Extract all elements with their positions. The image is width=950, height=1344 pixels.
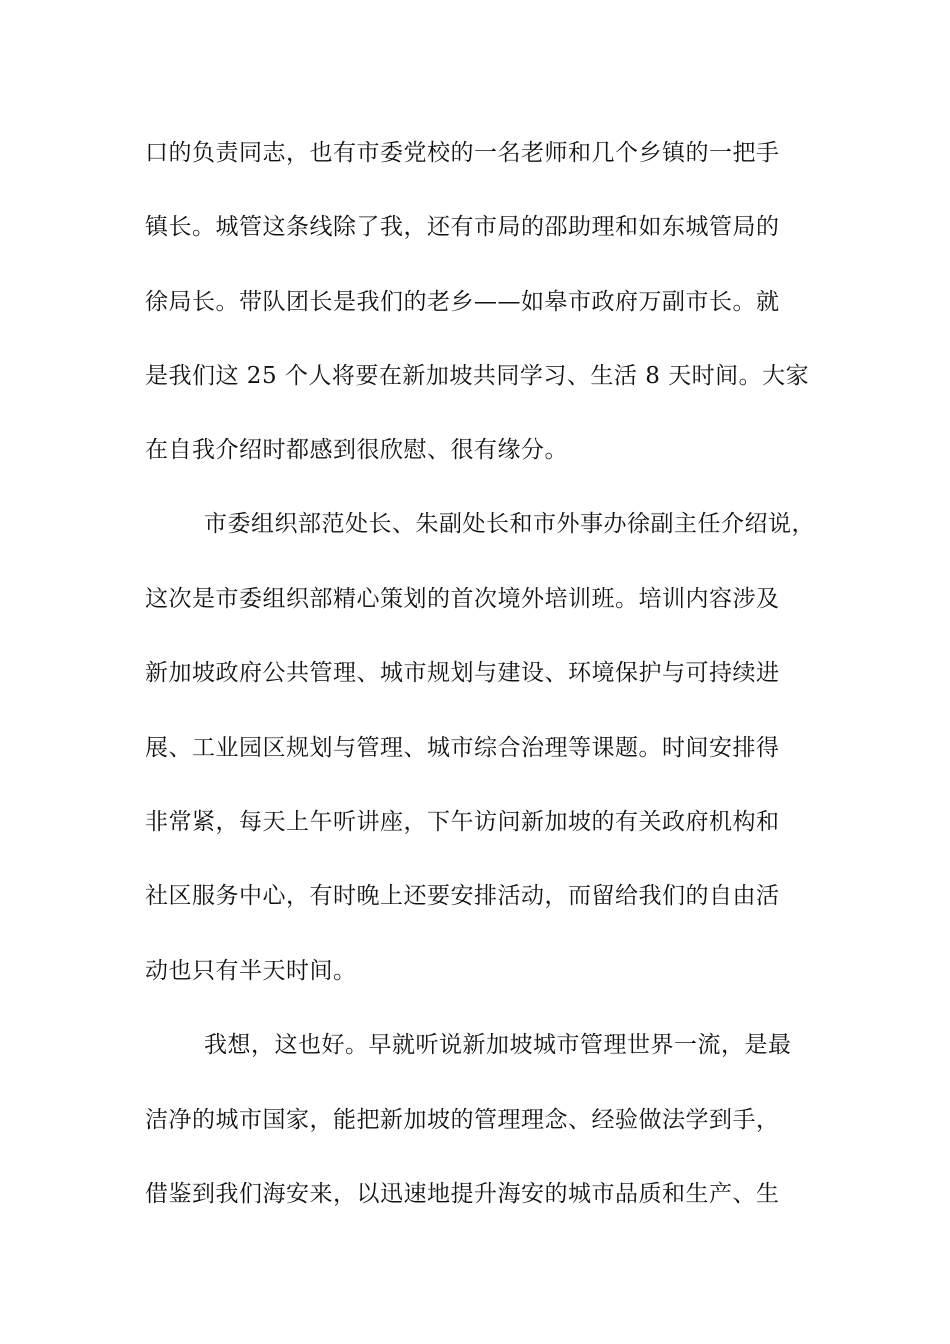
text-line: 社区服务中心，有时晚上还要安排活动，而留给我们的自由活 (145, 883, 780, 909)
text-line: 动也只有半天时间。 (145, 958, 357, 984)
text-line: 口的负责同志，也有市委党校的一名老师和几个乡镇的一把手 (145, 140, 780, 166)
text-line: 在自我介绍时都感到很欣慰、很有缘分。 (145, 437, 568, 463)
text-line: 洁净的城市国家，能把新加坡的管理理念、经验做法学到手， (145, 1107, 780, 1133)
text-line: 这次是市委组织部精心策划的首次境外培训班。培训内容涉及 (145, 586, 780, 612)
text-line: 徐局长。带队团长是我们的老乡——如皋市政府万副市长。就 (145, 289, 780, 315)
text-line: 借鉴到我们海安来，以迅速地提升海安的城市品质和生产、生 (145, 1181, 780, 1207)
text-line: 镇长。城管这条线除了我，还有市局的邵助理和如东城管局的 (145, 214, 780, 240)
text-line: 新加坡政府公共管理、城市规划与建设、环境保护与可持续进 (145, 660, 780, 686)
text-line: 市委组织部范处长、朱副处长和市外事办徐副主任介绍说， (204, 511, 815, 537)
text-line: 是我们这 25 个人将要在新加坡共同学习、生活 8 天时间。大家 (145, 363, 810, 389)
text-line: 我想，这也好。早就听说新加坡城市管理世界一流，是最 (204, 1032, 792, 1058)
text-line: 非常紧，每天上午听讲座，下午访问新加坡的有关政府机构和 (145, 809, 780, 835)
text-line: 展、工业园区规划与管理、城市综合治理等课题。时间安排得 (145, 735, 780, 761)
